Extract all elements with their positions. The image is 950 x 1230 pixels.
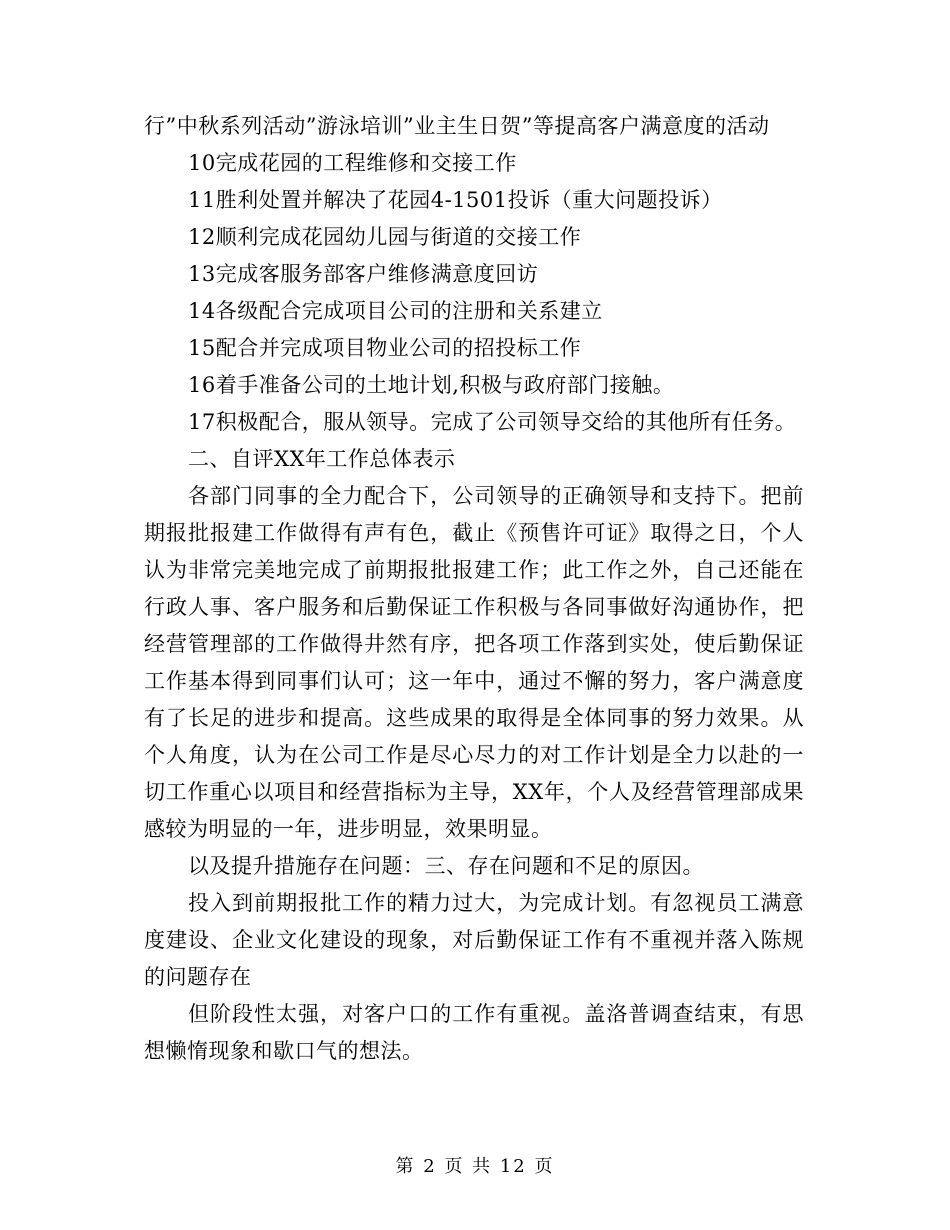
list-item: 17积极配合，服从领导。完成了公司领导交给的其他所有任务。 — [188, 410, 797, 434]
section-heading: 以及提升措施存在问题：三、存在问题和不足的原因。 — [188, 854, 704, 878]
page-footer: 第 2 页 共 12 页 — [395, 1156, 555, 1177]
list-item: 16着手准备公司的土地计划,积极与政府部门接触。 — [188, 373, 675, 397]
list-item: 13完成客服务部客户维修满意度回访 — [188, 262, 539, 286]
document-body — [144, 108, 804, 1070]
section-heading: 二、自评XX年工作总体表示 — [188, 447, 456, 471]
list-item: 10完成花园的工程维修和交接工作 — [188, 151, 517, 175]
list-item: 12顺利完成花园幼儿园与街道的交接工作 — [188, 225, 582, 249]
paragraph: 但阶段性太强，对客户口的工作有重视。盖洛普调查结束，有思想懒惰现象和歇口气的想法。 — [144, 1002, 804, 1063]
list-item: 14各级配合完成项目公司的注册和关系建立 — [188, 299, 603, 323]
paragraph: 行”中秋系列活动”游泳培训”业主生日贺”等提高客户满意度的活动 — [144, 114, 770, 138]
list-item: 11胜利处置并解决了花园4-1501投诉（重大问题投诉） — [188, 188, 723, 212]
paragraph: 投入到前期报批工作的精力过大，为完成计划。有忽视员工满意度建设、企业文化建设的现象，对后勤保证工作有不重视并落入陈规的问题存在 — [144, 891, 804, 989]
paragraph: 各部门同事的全力配合下，公司领导的正确领导和支持下。把前期报批报建工作做得有声有色，截止《预售许可证》取得之日，个人认为非常完美地完成了前期报批报建工作；此工作之外，自己还能在行政人事、客户服务和后勤保证工作积极与各同事做好沟通协作，把经营管理部的工作做得井然有序，把各项工作落到实处，使后勤保证工作基本得到同事们认可；这一年中，通过不懈的努力，客户满意度有了长足的进步和提高。这些成果的取得是全体同事的努力效果。从个人角度，认为在公司工作是尽心尽力的对工作计划是全力以赴的一切工作重心以项目和经营指标为主导，XX年，个人及经营管理部成果感较为明显的一年，进步明显，效果明显。 — [144, 484, 804, 841]
list-item: 15配合并完成项目物业公司的招投标工作 — [188, 336, 582, 360]
